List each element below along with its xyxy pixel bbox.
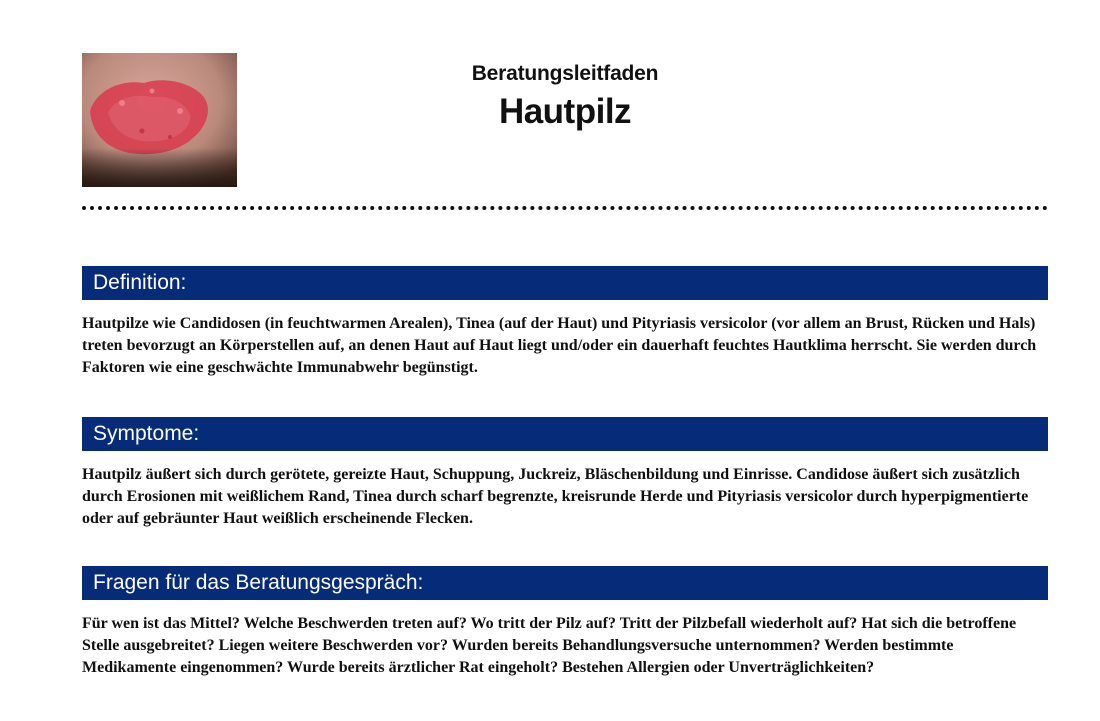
section-symptome (82, 417, 1048, 530)
section-heading: Fragen für das Beratungsgespräch: (82, 566, 1048, 600)
document-subtitle: Beratungsleitfaden (471, 62, 659, 85)
section-text: Hautpilze wie Candidosen (in feuchtwarmen Arealen), Tinea (auf der Haut) und Pityriasis versicolor (vor allem an Brust, Rücken und Hals) treten bevorzugt an Körperstellen auf, an denen Haut auf Haut liegt und/oder ein dauerhaft feuchtes Hautklima herrscht. Sie werden durch Faktoren wie eine geschwächte Immunabwehr begünstigt. (82, 315, 1037, 376)
section-heading: Symptome: (82, 417, 1048, 451)
section-fragen (82, 566, 1048, 679)
section-text: Hautpilz äußert sich durch gerötete, gereizte Haut, Schuppung, Juckreiz, Bläschenbildung und Einrisse. Candidose äußert sich zusätzlich durch Erosionen mit weißlichem Rand, Tinea durch scharf begrenzte, kreisrunde Herde und Pityriasis versicolor durch hyperpigmentierte oder auf gebräunter Haut weißlich erscheinende Flecken. (82, 466, 1029, 527)
section-heading: Definition: (82, 266, 1048, 300)
document-header (240, 60, 890, 134)
section-definition (82, 266, 1048, 379)
section-text: Für wen ist das Mittel? Welche Beschwerden treten auf? Wo tritt der Pilz auf? Tritt der Pilzbefall wiederholt auf? Hat sich die betroffene Stelle ausgebreitet? Liegen weitere Beschwerden vor? Wurden bereits Behandlungsversuche unternommen? Werden bestimmte Medikamente eingenommen? Wurde bereits ärztlicher Rat eingeholt? Bestehen Allergien oder Unverträglichkeiten? (82, 615, 1017, 676)
document-title: Hautpilz (498, 92, 632, 131)
dotted-divider (82, 206, 1048, 210)
skin-rash-photo (82, 53, 237, 187)
